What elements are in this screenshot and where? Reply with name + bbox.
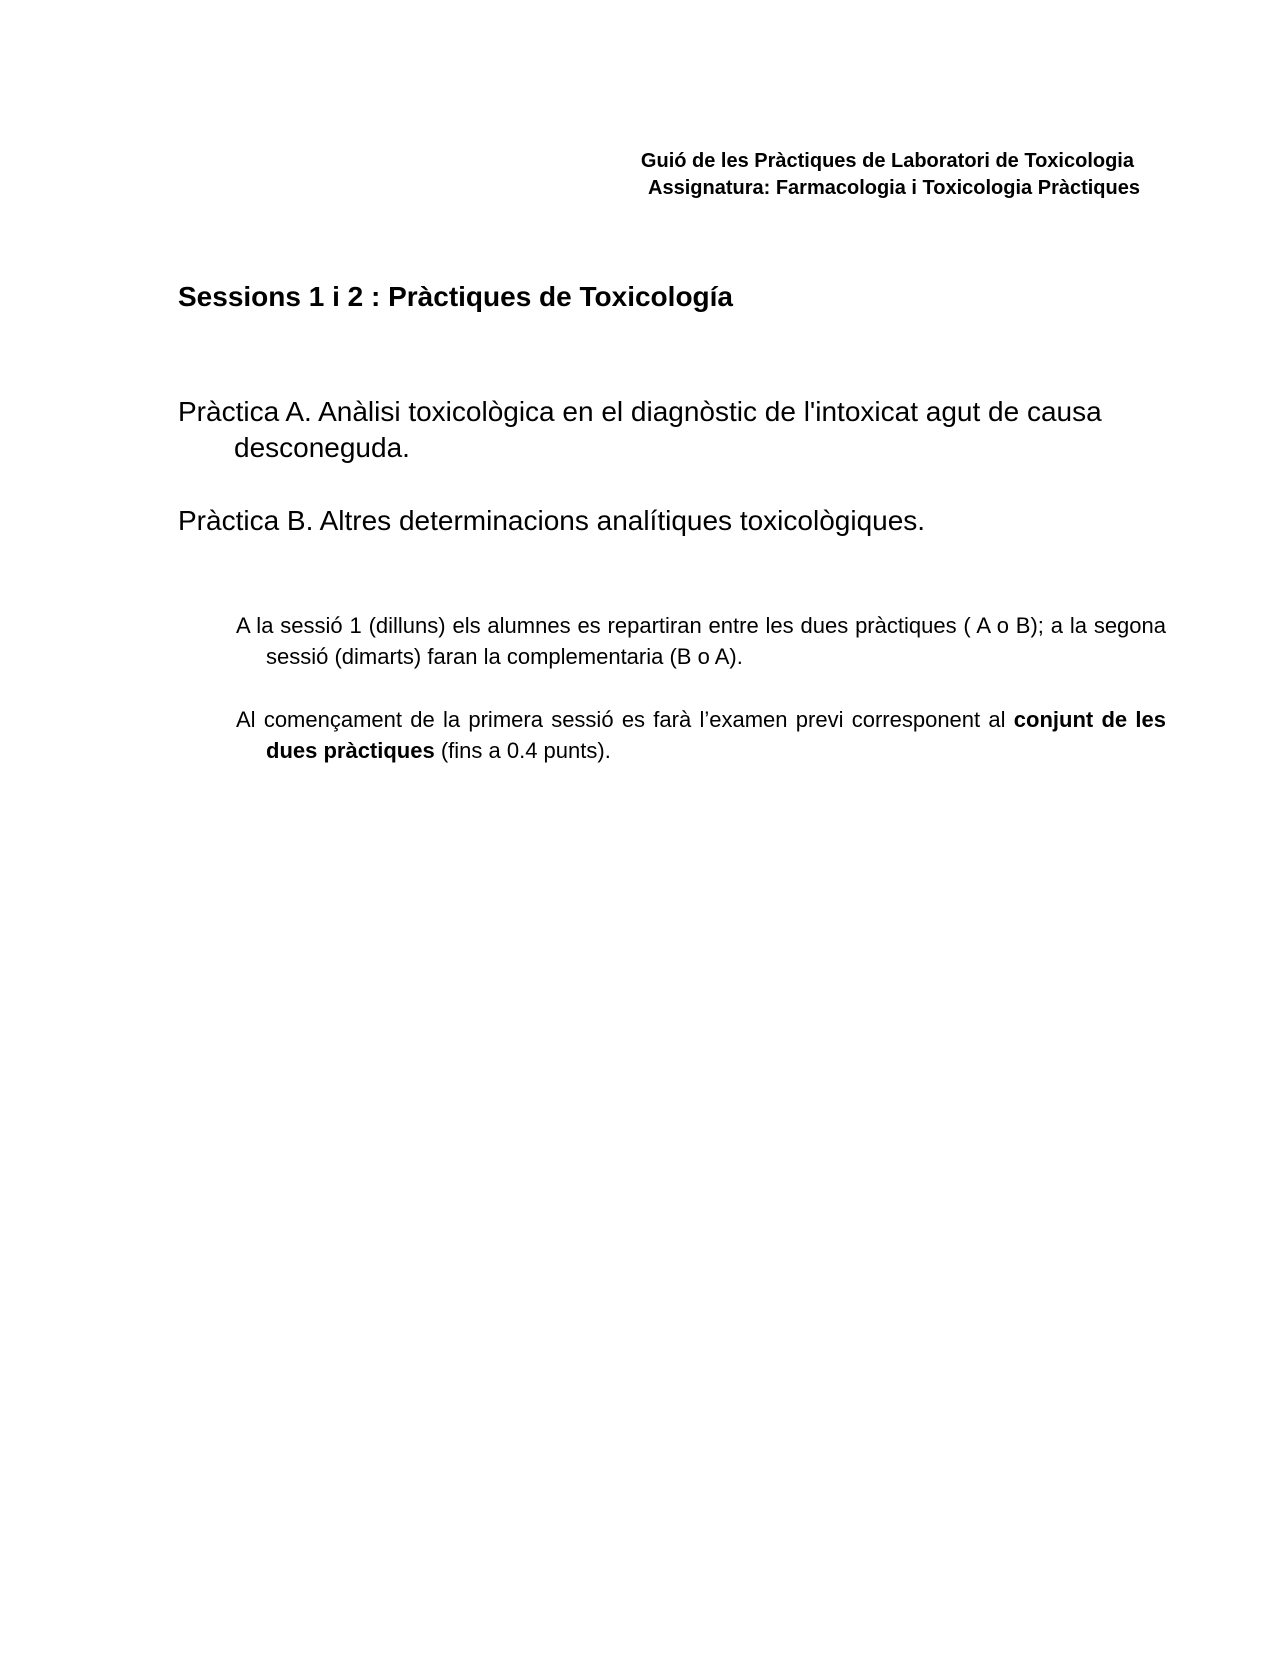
session-paragraph: A la sessió 1 (dilluns) els alumnes es repartiran entre les dues pràctiques ( A o B); a la segona sessió (dimarts) faran la complementaria (B o A). <box>236 613 1166 669</box>
practice-b: Pràctica B. Altres determinacions analítiques toxicològiques. <box>178 505 926 536</box>
exam-text-bold: conjunt de les dues pràctiques <box>266 707 1166 763</box>
page-title: Sessions 1 i 2 : Pràctiques de Toxicología <box>178 281 733 312</box>
exam-text-start: Al començament de la primera sessió es farà l’examen previ corresponent al <box>236 707 1014 732</box>
document-header <box>641 148 1140 202</box>
exam-paragraph <box>236 704 1166 766</box>
exam-text-end: (fins a 0.4 punts). <box>434 738 611 763</box>
header-guide-title: Guió de les Pràctiques de Laboratori de Toxicologia <box>640 150 1134 172</box>
practice-a: Pràctica A. Anàlisi toxicològica en el diagnòstic de l'intoxicat agut de causa desconeguda. <box>178 396 1102 463</box>
header-subject: Assignatura: Farmacologia i Toxicologia Pràctiques <box>648 177 1140 199</box>
